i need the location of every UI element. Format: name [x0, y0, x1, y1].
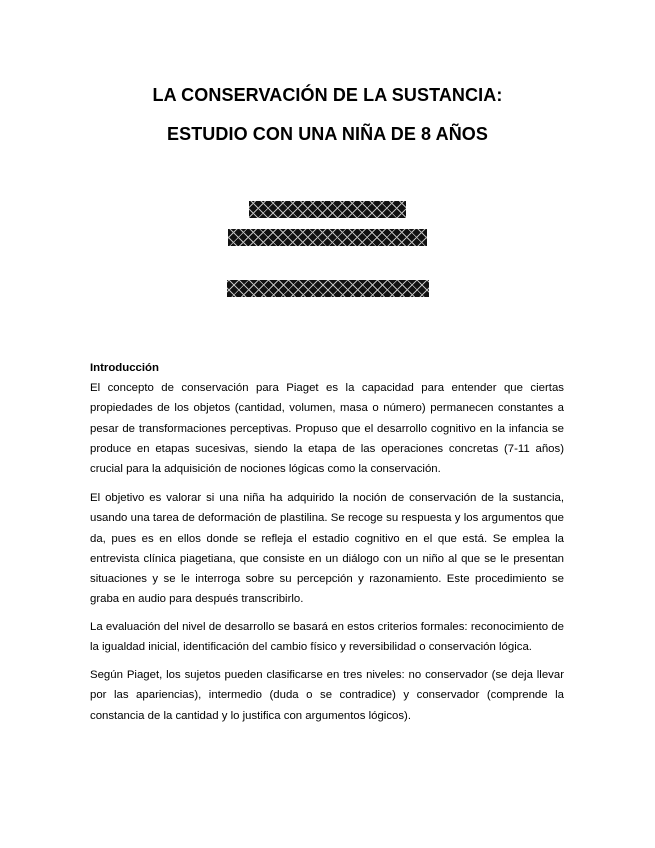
section-heading: Introducción: [90, 362, 159, 374]
redacted-info-block: [227, 280, 429, 297]
redacted-affiliation-block: [228, 229, 427, 246]
title-line-2: ESTUDIO CON UNA NIÑA DE 8 AÑOS: [166, 124, 489, 144]
paragraph-4: Según Piaget, los sujetos pueden clasificarse en tres niveles: no conservador (se deja llevar por las apariencias), intermedio (duda o se contradice) y conservador (comprende la constancia de la cantidad y lo justifica con argumentos lógicos).: [90, 669, 564, 722]
paragraph-2: El objetivo es valorar si una niña ha adquirido la noción de conservación de la sustancia, usando una tarea de deformación de plastilina. Se recoge su respuesta y los argumentos que da, pues es en ellos donde se refleja el estadio cognitivo en el que está. Se emplea la entrevista clínica piagetiana, que consiste en un diálogo con un niño al que se le presentan situaciones y se le interroga sobre su percepción y razonamiento. Este procedimiento se graba en audio para después transcribirlo.: [90, 492, 564, 606]
paragraph-3: La evaluación del nivel de desarrollo se basará en estos criterios formales: reconocimiento de la igualdad inicial, identificación del cambio físico y reversibilidad o conservación lógica.: [90, 621, 564, 654]
title-line-1: LA CONSERVACIÓN DE LA SUSTANCIA:: [152, 85, 503, 105]
redacted-author-block: [249, 201, 406, 218]
paragraph-1: El concepto de conservación para Piaget es la capacidad para entender que ciertas propiedades de los objetos (cantidad, volumen, masa o número) permanecen constantes a pesar de transformaciones perceptivas. Propuso que el desarrollo cognitivo en la infancia se produce en etapas sucesivas, siendo la etapa de las operaciones concretas (7-11 años) crucial para la adquisición de nociones lógicas como la conservación.: [90, 382, 564, 476]
